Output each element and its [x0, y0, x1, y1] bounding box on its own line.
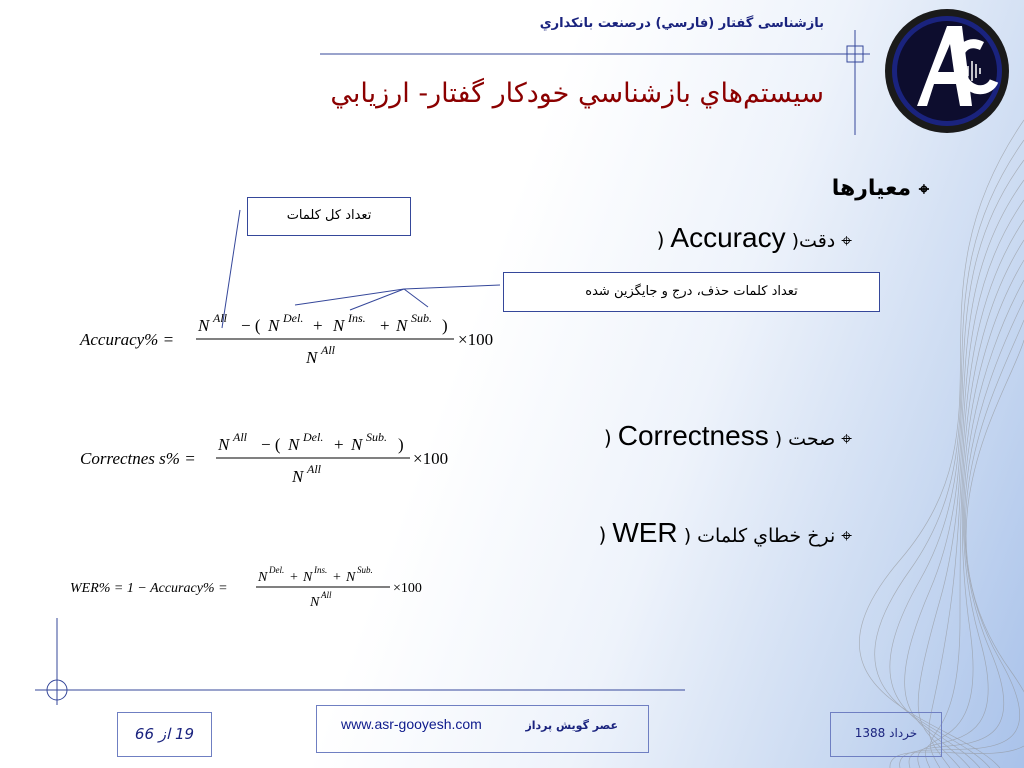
bullet-close-paren: ) — [603, 426, 612, 450]
formula-sup-ins: Ins. — [314, 565, 328, 575]
formula-n: N — [258, 570, 268, 585]
formula-sup-sub: Sub. — [357, 565, 373, 575]
presentation-header: بازشناسی گفتار (فارسي) درصنعت بانکداري — [539, 16, 824, 31]
formula-times100: ×100 — [458, 330, 494, 349]
formula-sup-all: All — [233, 430, 247, 444]
formula-sup-sub: Sub. — [411, 311, 432, 325]
annotation-edited-words: تعداد کلمات حذف، درج و جايگزين شده — [503, 272, 880, 312]
formula-n: N — [288, 435, 300, 454]
footer-date: خرداد 1388 — [854, 726, 918, 740]
formula-plus: + — [290, 570, 298, 585]
formula-n: N — [396, 316, 408, 335]
formula-n: N — [218, 435, 230, 454]
annotation-total-words: تعداد کل کلمات — [247, 197, 411, 236]
formula-sup-all: All — [213, 311, 227, 325]
bullet-correctness — [604, 420, 852, 452]
formula-plus: + — [380, 316, 390, 335]
formula-lhs: WER% = 1 − Accuracy% = — [70, 581, 228, 596]
website-link[interactable]: www.asr-gooyesh.com — [341, 716, 482, 732]
formula-plus: + — [333, 570, 341, 585]
formula-sup-sub: Sub. — [366, 430, 387, 444]
bullet-icon: ⌖ — [841, 525, 852, 547]
formula-n: N — [303, 570, 313, 585]
formula-times100: ×100 — [393, 581, 422, 596]
formula-n: N — [310, 595, 320, 610]
formula-plus: + — [334, 435, 344, 454]
bullet-icon: ⌖ — [841, 230, 852, 252]
bullet-correctness-term: Correctness — [617, 420, 769, 451]
bullet-icon: ⌖ — [841, 428, 852, 450]
formula-n: N — [346, 570, 356, 585]
bullet-close-paren: ) — [656, 228, 665, 252]
bullet-wer — [598, 517, 852, 549]
formula-sup-all: All — [321, 590, 332, 600]
bullet-wer-term: WER — [612, 517, 678, 548]
page-number: 19 از 66 — [134, 725, 195, 743]
bullet-wer-label: نرخ خطاي کلمات ( — [683, 525, 836, 547]
bullet-criteria-label: معيارها — [831, 176, 912, 201]
formula-plus: + — [313, 316, 323, 335]
formula-n: N — [198, 316, 210, 335]
formula-n: N — [306, 348, 318, 367]
accuracy-formula — [78, 308, 518, 378]
slide-title: سيستم‌هاي بازشناسي خودکار گفتار- ارزيابي — [330, 78, 824, 109]
formula-minus: − ( — [261, 435, 281, 454]
correctness-formula — [78, 427, 498, 497]
formula-n: N — [292, 467, 304, 486]
company-name: عصر گويش پرداز — [525, 719, 618, 732]
formula-paren: ) — [398, 435, 404, 454]
formula-sup-del: Del. — [303, 430, 324, 444]
formula-sup-all: All — [321, 343, 335, 357]
bullet-criteria — [832, 176, 929, 201]
formula-lhs: Accuracy% = — [80, 330, 175, 349]
formula-sup-ins: Ins. — [348, 311, 366, 325]
company-logo — [882, 6, 1012, 136]
formula-n: N — [268, 316, 280, 335]
footer-center-box — [316, 705, 649, 753]
formula-times100: ×100 — [413, 449, 449, 468]
formula-paren: ) — [442, 316, 448, 335]
bullet-accuracy — [657, 222, 852, 254]
bullet-accuracy-label: دقت( — [791, 230, 836, 252]
bullet-close-paren: ) — [598, 523, 607, 547]
formula-sup-all: All — [307, 462, 321, 476]
formula-sup-del: Del. — [269, 565, 285, 575]
formula-n: N — [333, 316, 345, 335]
bullet-correctness-label: صحت ( — [774, 428, 836, 450]
bullet-accuracy-term: Accuracy — [670, 222, 786, 253]
formula-minus: − ( — [241, 316, 261, 335]
formula-lhs: Correctnes s% = — [80, 449, 196, 468]
formula-sup-del: Del. — [283, 311, 304, 325]
formula-n: N — [351, 435, 363, 454]
wer-formula — [68, 562, 468, 622]
footer-date-box — [830, 712, 942, 757]
footer-page-box — [117, 712, 212, 757]
bullet-icon: ⌖ — [918, 179, 929, 200]
